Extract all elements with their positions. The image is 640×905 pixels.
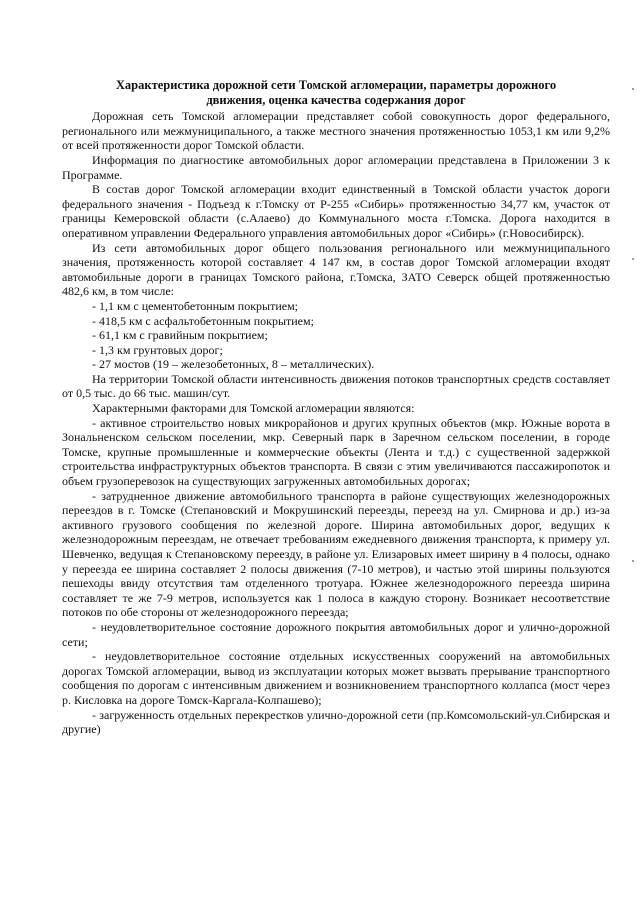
road-surface-list xyxy=(62,299,610,372)
paragraph-road-network: Дорожная сеть Томской агломерации представляет собой совокупность дорог федерального, регионального или межмуниципального, а также местного значения протяженностью 1053,1 км или 9,2% от всей протяженности дорог Томской области. xyxy=(62,109,610,153)
title-line-1: Характеристика дорожной сети Томской агломерации, параметры дорожного xyxy=(115,78,557,92)
paragraph-diagnostics: Информация по диагностике автомобильных дорог агломерации представлена в Приложении 3 к Программе. xyxy=(62,152,610,182)
factor-road-surface: - неудовлетворительное состояние дорожного покрытия автомобильных дорог и улично-дорожной сети; xyxy=(62,619,610,649)
factor-railway-crossings: - затрудненное движение автомобильного транспорта в районе существующих железнодорожных переездов в г. Томске (Степановский и Мокрушинский переезды, переезд на ул. Смирнова и др.) из-за активного грузового сообщения по железной дороге. Ширина автомобильных дорог, ведущих к железнодорожным переездам, не отвечает требованиям ежедневного движения транспорта, к примеру ул. Шевченко, ведущая к Степановскому переезду, в районе ул. Елизаровых имеет ширину в 4 полосы, однако у переезда ее ширина составляет 2 полосы движения (7-10 метров), и частью этой ширины пользуются пешеходы ввиду отсутствия там отделенного тротуара. Южнее железнодорожного переезда ширина составляет те же 7-9 метров, используется как 1 полоса в каждую сторону. Возникает несоответствие потоков по обе стороны от железнодорожного переезда; xyxy=(62,488,610,620)
list-item: - 27 мостов (19 – железобетонных, 8 – металлических). xyxy=(92,357,375,372)
paragraph-federal-road: В состав дорог Томской агломерации входит единственный в Томской области участок дороги федерального значения - Подъезд к г.Томску от Р-255 «Сибирь» протяженностью 34,77 км, участок от границы Кемеровской области (с.Алаево) до Коммунального моста г.Томска. Дорога находится в оперативном управлении Федерального управления автомобильных дорог «Сибирь» (г.Новосибирск). xyxy=(62,182,610,240)
list-item: - 61,1 км с гравийным покрытием; xyxy=(92,328,268,343)
list-item: - 1,3 км грунтовых дорог; xyxy=(92,342,223,357)
scan-edge-mark xyxy=(632,560,634,562)
scan-edge-mark xyxy=(632,88,634,90)
list-item: - 418,5 км с асфальтобетонным покрытием; xyxy=(92,313,314,328)
paragraph-traffic-intensity: На территории Томской области интенсивность движения потоков транспортных средств составляет от 0,5 тыс. до 66 тыс. машин/сут. xyxy=(62,371,610,401)
paragraph-factors-intro: Характерными факторами для Томской агломерации являются: xyxy=(92,401,415,416)
scan-edge-mark xyxy=(632,258,634,260)
factor-intersections: - загруженность отдельных перекрестков улично-дорожной сети (пр.Комсомольский-ул.Сибирская и другие) xyxy=(62,707,610,737)
factor-construction: - активное строительство новых микрорайонов и других крупных объектов (мкр. Южные ворота в Зональненском сельском поселении, мкр. Северный парк в Заречном сельском поселении, в городе Томске, крупные промышленные и коммерческие объекты (Лента и т.д.) с существенной задержкой строительства инфраструктурных объектов транспорта. В связи с этим увеличиваются пассажиропоток и объем грузоперевозок на существующих загруженных автомобильных дорогах; xyxy=(62,415,610,489)
factor-structures: - неудовлетворительное состояние отдельных искусственных сооружений на автомобильных дорогах Томской агломерации, вывод из эксплуатации которых может вызвать прерывание транспортного сообщения по дорогам с интенсивным движением и возникновением транспортного коллапса (мост через р. Кисловка на дороге Томск-Каргала-Колпашево); xyxy=(62,649,610,707)
document-title xyxy=(62,78,610,107)
title-line-2: движения, оценка качества содержания дорог xyxy=(206,92,466,107)
list-item: - 1,1 км с цементобетонным покрытием; xyxy=(92,298,299,313)
paragraph-regional-roads: Из сети автомобильных дорог общего пользования регионального или межмуниципального значения, протяженность которой составляет 4 147 км, в состав дорог Томской агломерации входят автомобильные дороги в границах Томского района, г.Томска, ЗАТО Северск общей протяженностью 482,6 км, в том числе: xyxy=(62,240,610,299)
